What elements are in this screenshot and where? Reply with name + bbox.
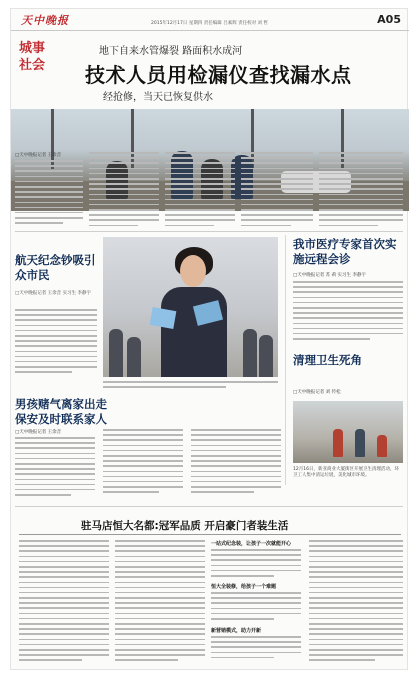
- story4-byline: □天中晚报记者 刘 传松: [293, 390, 341, 395]
- section-label: 城事社会: [19, 41, 46, 73]
- lead-text-col-5: [319, 152, 403, 230]
- banner-title: 驻马店恒大名都:冠军品质 开启豪门者装生活: [81, 520, 289, 532]
- lead-headline: 技术人员用检漏仪查找漏水点: [85, 63, 352, 87]
- story2-text: [15, 309, 97, 379]
- story3-text: [293, 281, 403, 345]
- column-divider: [285, 235, 286, 485]
- lead-subhead: 经抢修，当天已恢复供水: [103, 92, 213, 103]
- story5-text-col-2: [103, 429, 183, 501]
- banner-text-col-3b: [211, 592, 301, 622]
- story4-title: 清理卫生死角: [293, 353, 362, 367]
- story3-byline: □天中晚报记者 苏 莉 实习生 李静宇: [293, 273, 366, 278]
- story3-title: 我市医疗专家首次实施远程会诊: [293, 237, 397, 266]
- story5-text-col-3: [191, 429, 281, 501]
- lead-kicker: 地下自来水管爆裂 路面积水成河: [99, 46, 243, 57]
- story5-text-col-1: [15, 437, 95, 501]
- banner-subhead-2: 恒大全装修，给孩子一个难题: [211, 584, 277, 590]
- lead-text-col-3: [165, 152, 235, 230]
- date-line: 2015年12月17日 星期四 责任编辑 吕素辉 责任校对 刘 哲: [151, 21, 268, 26]
- banner-top-divider: [15, 506, 403, 507]
- story4-photo: [293, 401, 403, 463]
- story2-byline: □天中晚报记者 王余音 实习生 李静宇: [15, 291, 92, 296]
- page-number: A05: [377, 13, 401, 26]
- lead-text-col-2: [89, 152, 159, 230]
- lead-text-col-1: [15, 160, 83, 230]
- story5-byline: □天中晚报记者 王余音: [15, 430, 62, 435]
- newspaper-logo: 天中晚报: [21, 14, 69, 27]
- banner-text-col-3c: [211, 636, 301, 664]
- story2-photo: [103, 237, 278, 377]
- newspaper-page: [10, 8, 408, 670]
- banner-text-col-1: [19, 540, 109, 664]
- lead-text-col-4: [241, 152, 313, 230]
- story4-caption: 12月16日，新亚商业大厦街区开展卫生清理活动，环卫工人集中清运垃圾，美化城市环境。: [293, 467, 399, 478]
- lead-byline: □天中晚报记者 王余音: [15, 153, 62, 158]
- story2-photo-caption: [103, 381, 278, 395]
- section-divider: [15, 231, 403, 232]
- banner-text-col-2: [115, 540, 205, 664]
- banner-text-col-3a: [211, 549, 301, 579]
- banner-rule: [19, 534, 401, 535]
- banner-subhead-3: 新营销模式，助力开新: [211, 628, 262, 634]
- banner-subhead-1: 一站式纪念装，让孩子一次就能开心: [211, 541, 292, 547]
- story2-title: 航天纪念钞吸引众市民: [15, 253, 96, 282]
- masthead: [11, 9, 409, 31]
- banner-text-col-4: [309, 540, 403, 664]
- story5-title: 男孩赌气离家出走 保安及时联系家人: [15, 397, 107, 426]
